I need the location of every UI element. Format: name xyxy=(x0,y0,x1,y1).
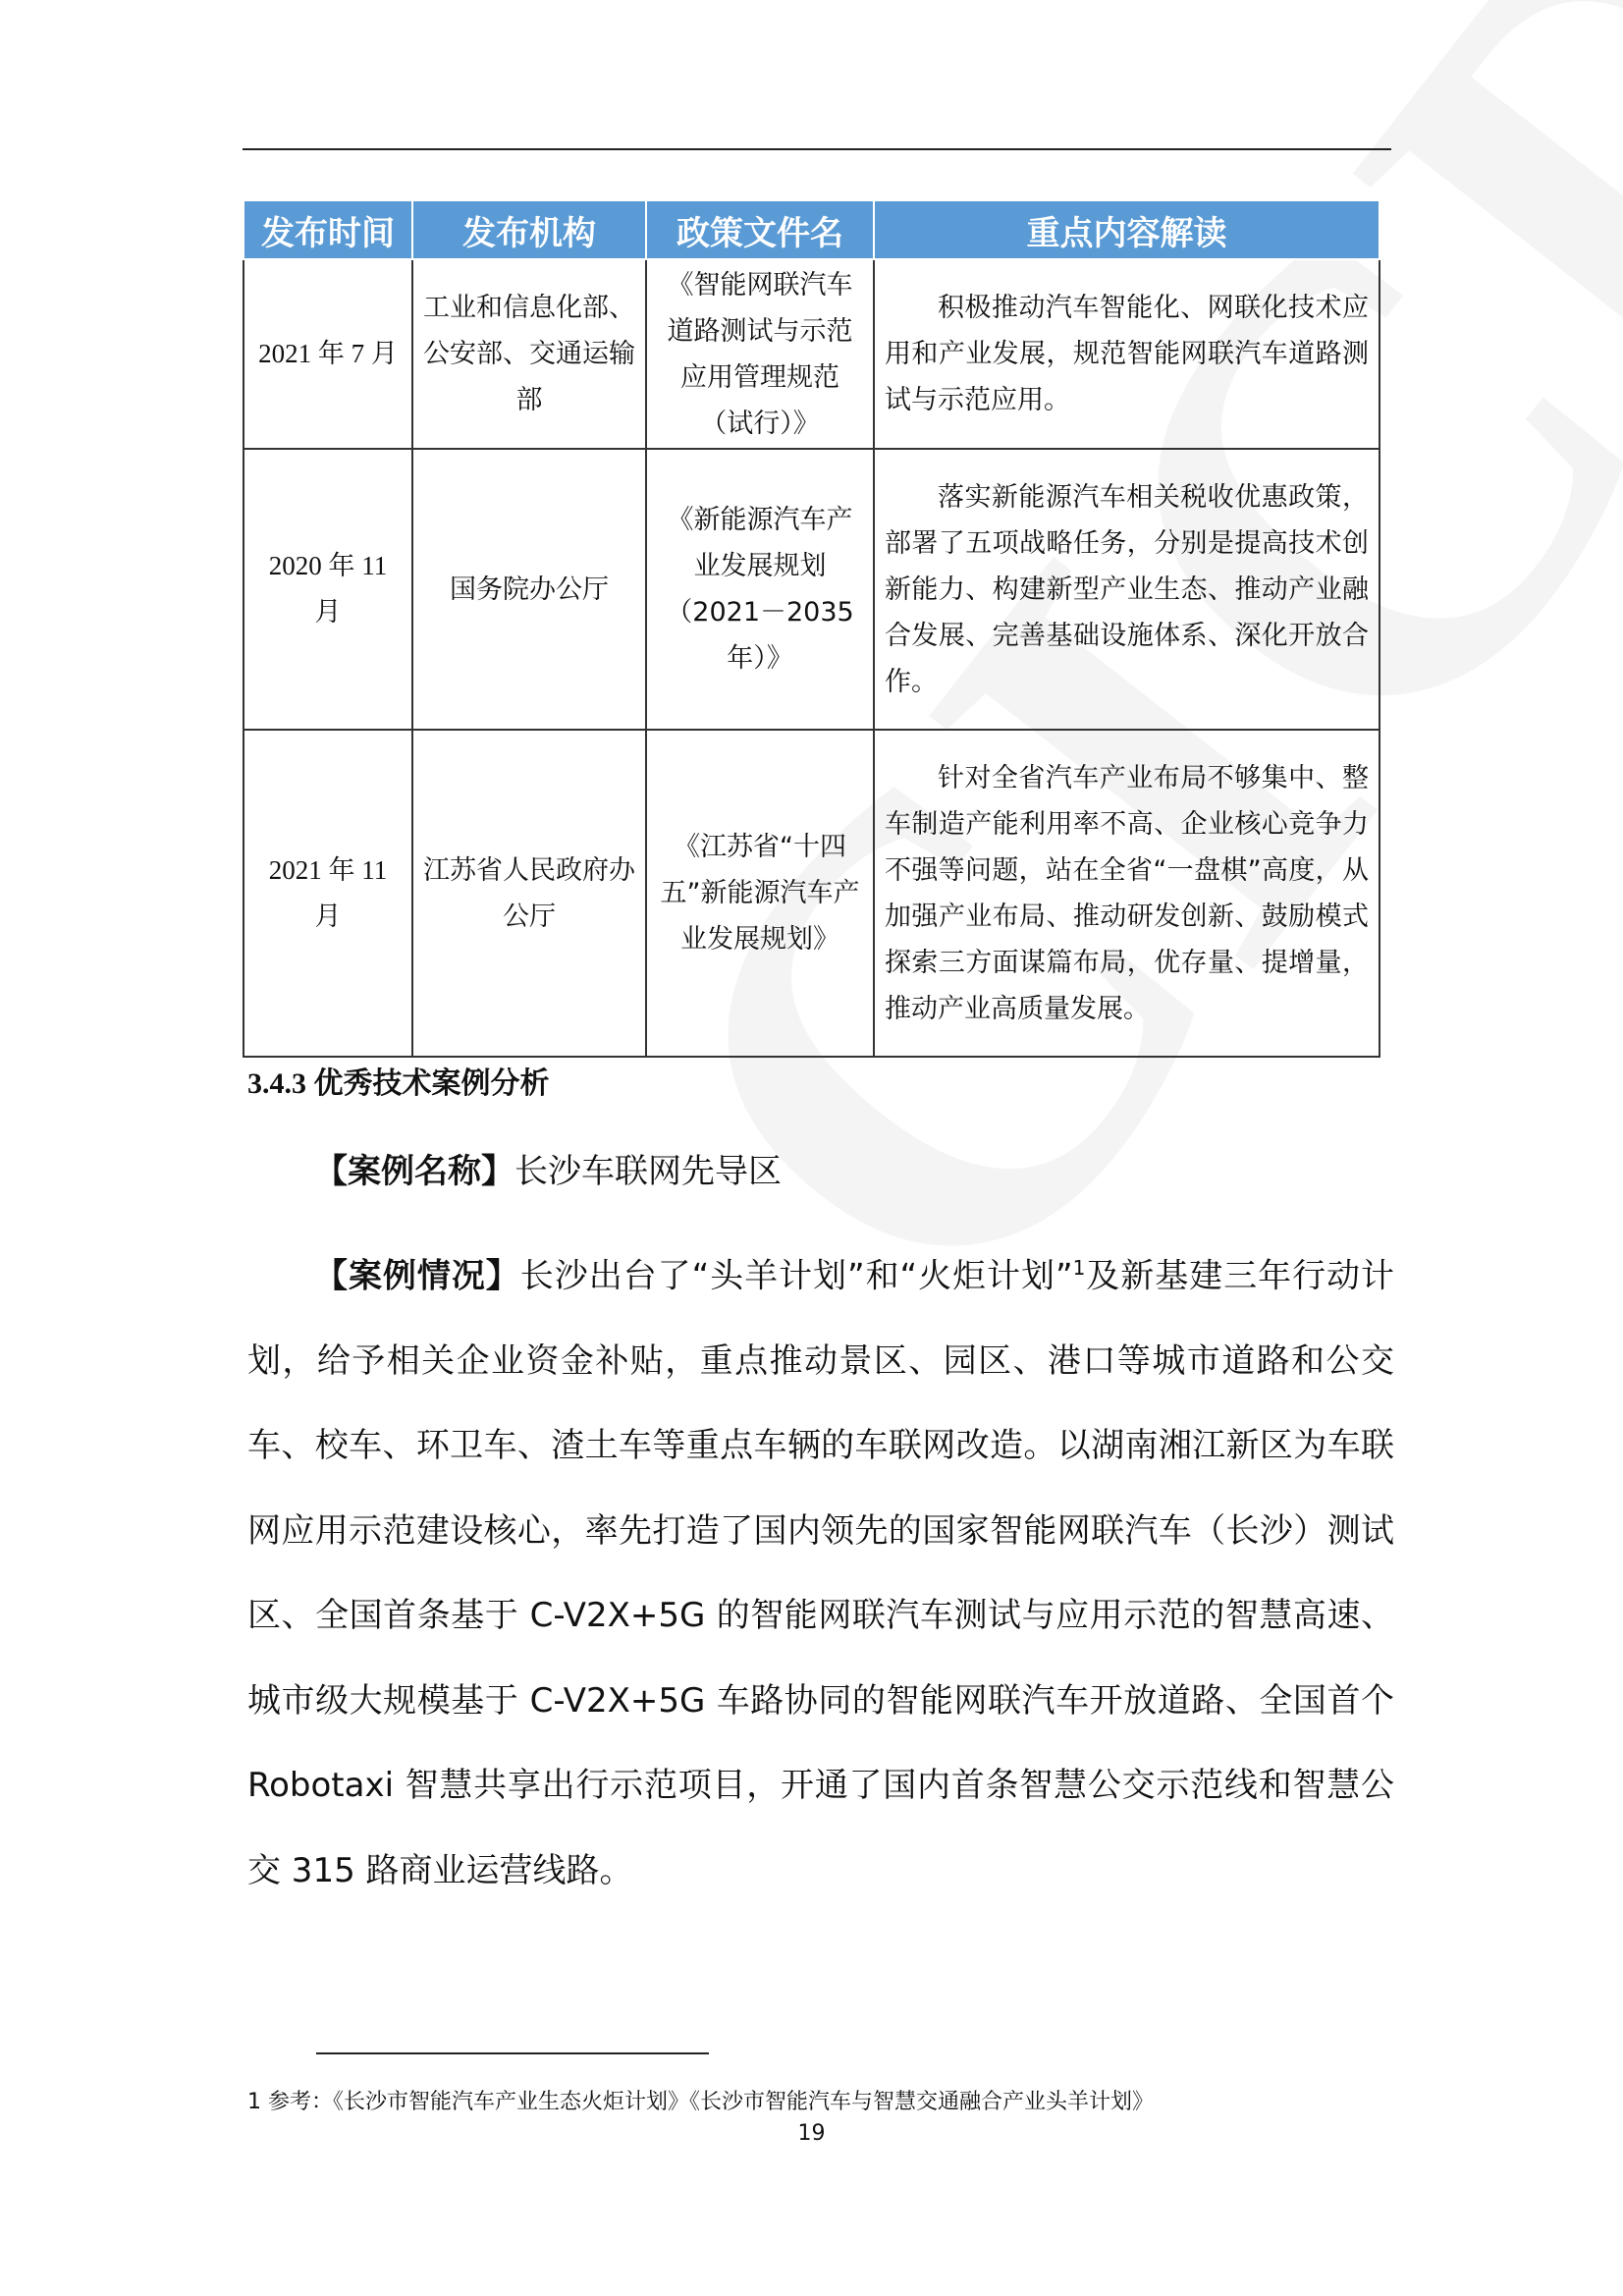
table-row xyxy=(243,449,1380,730)
case-status-text: 长沙出台了“头羊计划”和“火炬计划” xyxy=(519,1256,1073,1296)
policy-document-cell: 《智能网联汽车道路测试与示范应用管理规范（试行）》 xyxy=(646,259,874,449)
release-date-cell: 2020 年 11 月 xyxy=(243,449,412,730)
issuer-cell: 工业和信息化部、公安部、交通运输部 xyxy=(412,259,646,449)
column-header: 发布时间 xyxy=(243,200,412,259)
page-number: 19 xyxy=(797,2121,826,2146)
table-row xyxy=(243,730,1380,1057)
release-date-cell: 2021 年 11 月 xyxy=(243,730,412,1057)
issuer-cell: 江苏省人民政府办公厅 xyxy=(412,730,646,1057)
release-date-cell: 2021 年 7 月 xyxy=(243,259,412,449)
case-status-text-continued: 及新基建三年行动计划，给予相关企业资金补贴，重点推动景区、园区、港口等城市道路和公交车、校车、环卫车、渣土车等重点车辆的车联网改造。以湖南湘江新区为车联网应用示范建设核心，率先打造了国内领先的国家智能网联汽车（长沙）测试区、全国首条基于 C-V2X+5G 的智能网联汽车测试与应用示范的智慧高速、城市级大规模基于 C-V2X+5G 车路协同的智能网联汽车开放道路、全国首个 Robotaxi 智慧共享出行示范项目，开通了国内首条智慧公交示范线和智慧公交 315 路商业运营线路。 xyxy=(247,1256,1395,1890)
key-content-cell xyxy=(874,730,1380,1057)
key-content-cell xyxy=(874,449,1380,730)
case-name-label: 【案例名称】 xyxy=(314,1152,514,1191)
table-header-row xyxy=(243,200,1380,259)
key-content-text: 落实新能源汽车相关税收优惠政策，部署了五项战略任务，分别是提高技术创新能力、构建新型产业生态、推动产业融合发展、完善基础设施体系、深化开放合作。 xyxy=(885,481,1369,697)
issuer-cell: 国务院办公厅 xyxy=(412,449,646,730)
policy-document-cell: 《新能源汽车产业发展规划（2021－2035 年）》 xyxy=(646,449,874,730)
case-status-label: 【案例情况】 xyxy=(314,1256,520,1296)
policy-document-cell: 《江苏省“十四五”新能源汽车产业发展规划》 xyxy=(646,730,874,1057)
footnote: 1 参考：《长沙市智能汽车产业生态火炬计划》《长沙市智能汽车与智慧交通融合产业头羊计划》 xyxy=(247,2090,1154,2114)
case-name-value: 长沙车联网先导区 xyxy=(514,1152,782,1191)
footnote-separator xyxy=(316,2052,709,2054)
policy-table xyxy=(243,199,1380,1058)
column-header: 重点内容解读 xyxy=(874,200,1380,259)
case-status-paragraph xyxy=(247,1226,1394,1913)
footnote-reference[interactable]: 1 xyxy=(1072,1256,1086,1280)
key-content-text: 针对全省汽车产业布局不够集中、整车制造产能利用率不高、企业核心竞争力不强等问题，站在全省“一盘棋”高度，从加强产业布局、推动研发创新、鼓励模式探索三方面谋篇布局，优存量、提增量，推动产业高质量发展。 xyxy=(885,762,1369,1024)
key-content-text: 积极推动汽车智能化、网联化技术应用和产业发展，规范智能网联汽车道路测试与示范应用。 xyxy=(885,293,1369,415)
section-heading: 3.4.3 优秀技术案例分析 xyxy=(247,1067,550,1100)
table-row xyxy=(243,259,1380,449)
key-content-cell xyxy=(874,259,1380,449)
column-header: 政策文件名 xyxy=(646,200,874,259)
column-header: 发布机构 xyxy=(412,200,646,259)
header-rule xyxy=(243,148,1391,150)
case-name-paragraph xyxy=(247,1144,1394,1192)
